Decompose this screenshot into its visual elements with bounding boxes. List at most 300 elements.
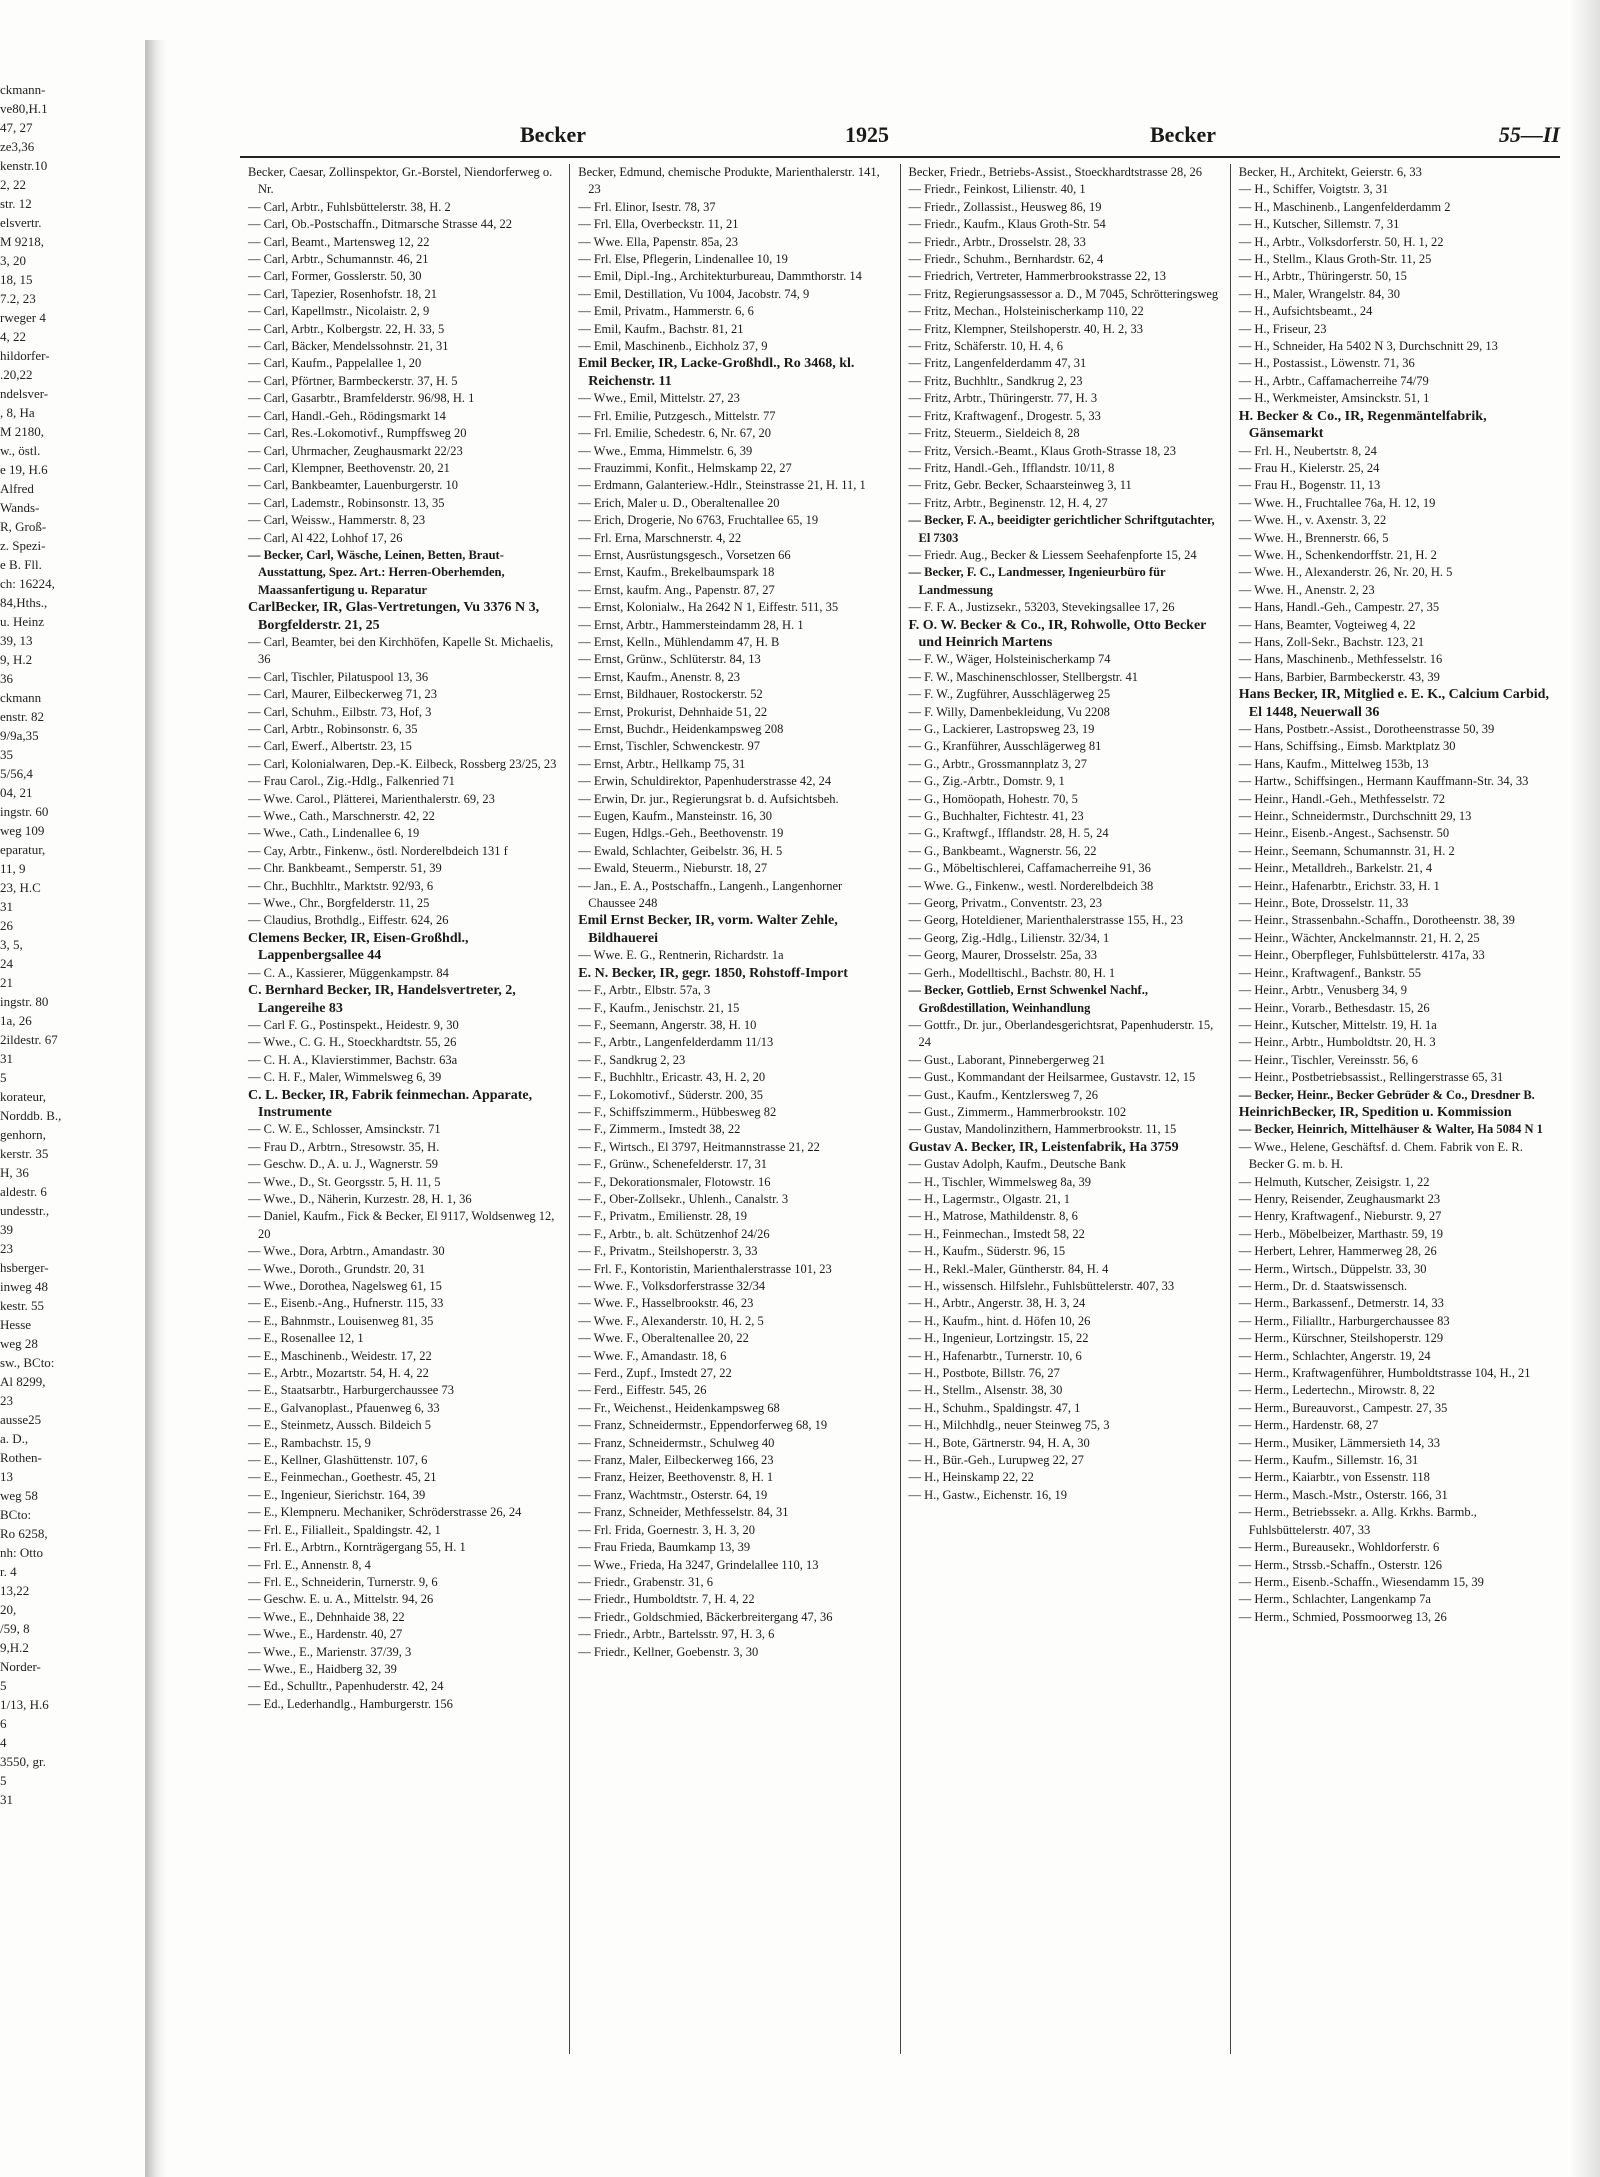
- directory-entry: — Wwe., E., Hardenstr. 40, 27: [248, 1627, 403, 1642]
- directory-entry: — Friedr., Kaufm., Klaus Groth-Str. 54: [908, 217, 1106, 232]
- directory-entry: — Ernst, Kolonialw., Ha 2642 N 1, Eiffestr. 511, 35: [578, 600, 839, 615]
- directory-entry: — Wwe., Cath., Lindenallee 6, 19: [248, 826, 420, 841]
- left-page-fragment-line: kenstr.10: [0, 158, 48, 173]
- directory-entry: — Frl. E., Annenstr. 8, 4: [248, 1557, 371, 1572]
- directory-entry: — Heinr., Handl.-Geh., Methfesselstr. 72: [1238, 791, 1445, 806]
- left-page-fragment-line: 47, 27: [0, 120, 33, 135]
- left-page-fragment-line: enstr. 82: [0, 709, 45, 724]
- directory-entry: — Fritz, Langenfelderdamm 47, 31: [908, 356, 1087, 371]
- directory-entry: — Frauzimmi, Konfit., Helmskamp 22, 27: [578, 460, 792, 475]
- directory-entry: — Becker, F. A., beeidigter gerichtlicher Schriftgutachter, El 7303: [908, 513, 1215, 545]
- directory-entry: — Hans, Postbetr.-Assist., Dorotheenstrasse 50, 39: [1238, 722, 1495, 736]
- directory-entry: — Friedr., Kellner, Goebenstr. 3, 30: [578, 1644, 759, 1659]
- left-page-fragment-line: 23, H.C: [0, 880, 41, 895]
- directory-entry: — H., Maschinenb., Langenfelderdamm 2: [1238, 199, 1451, 214]
- directory-entry: — Herm., Kaiarbtr., von Essenstr. 118: [1238, 1470, 1430, 1485]
- directory-entry: — Fritz, Klempner, Steilshoperstr. 40, H. 2, 33: [908, 321, 1144, 336]
- header-left-title: Becker: [520, 122, 586, 147]
- left-page-fragment-line: Rothen-: [0, 1450, 42, 1465]
- left-page-fragment-line: 9/9a,35: [0, 728, 39, 743]
- directory-entry: — E., Kellner, Glashüttenstr. 107, 6: [248, 1453, 428, 1468]
- left-page-fragment-line: 7.2, 23: [0, 291, 36, 306]
- directory-entry: — Friedr. Aug., Becker & Liessem Seehafenpforte 15, 24: [908, 547, 1197, 562]
- firm-entry: E. N. Becker, IR, gegr. 1850, Rohstoff-Import: [578, 965, 848, 981]
- directory-entry: — Gustav Adolph, Kaufm., Deutsche Bank: [908, 1157, 1126, 1172]
- directory-entry: — Heinr., Kraftwagenf., Bankstr. 55: [1238, 965, 1422, 980]
- directory-entry: — H., Maler, Wrangelstr. 84, 30: [1238, 286, 1400, 301]
- firm-entry: Gustav A. Becker, IR, Leistenfabrik, Ha 3759: [908, 1139, 1179, 1155]
- directory-entry: — Wwe., Dora, Arbtrn., Amandastr. 30: [248, 1244, 445, 1259]
- directory-entry: — Emil, Destillation, Vu 1004, Jacobstr. 74, 9: [578, 286, 810, 301]
- directory-entry: — Frl. F., Kontoristin, Marienthalerstrasse 101, 23: [578, 1261, 832, 1276]
- directory-entry: — Wwe. H., Alexanderstr. 26, Nr. 20, H. 5: [1238, 565, 1453, 580]
- directory-entry: — Carl, Uhrmacher, Zeughausmarkt 22/23: [248, 443, 463, 458]
- left-page-fragment-line: 23: [0, 1241, 13, 1256]
- firm-entry: H. Becker & Co., IR, Regenmäntelfabrik, Gänsemarkt: [1238, 408, 1487, 442]
- directory-entry: — Fritz, Steuerm., Sieldeich 8, 28: [908, 426, 1080, 441]
- left-page-fragment-line: 39, 13: [0, 633, 33, 648]
- directory-entry: — Frl. E., Schneiderin, Turnerstr. 9, 6: [248, 1574, 438, 1589]
- directory-entry: — H., wissensch. Hilfslehr., Fuhlsbüttelerstr. 407, 33: [908, 1279, 1175, 1293]
- directory-entry: — Geschw. D., A. u. J., Wagnerstr. 59: [248, 1157, 438, 1172]
- directory-entry: — Erdmann, Galanteriew.-Hdlr., Steinstrasse 21, H. 11, 1: [578, 478, 866, 493]
- directory-entry: — Wwe., D., St. Georgsstr. 5, H. 11, 5: [248, 1174, 441, 1189]
- directory-entry: — Heinr., Arbtr., Humboldtstr. 20, H. 3: [1238, 1035, 1436, 1050]
- left-page-fragment: [0, 80, 140, 2080]
- left-page-fragment-line: Wands-: [0, 500, 40, 515]
- directory-entry: — Frl. Erna, Marschnerstr. 4, 22: [578, 530, 742, 545]
- directory-entry: — G., Buchhalter, Fichtestr. 41, 23: [908, 809, 1084, 824]
- directory-entry: — C. W. E., Schlosser, Amsinckstr. 71: [248, 1122, 441, 1137]
- directory-entry: — Fritz, Versich.-Beamt., Klaus Groth-Strasse 18, 23: [908, 443, 1176, 458]
- left-page-fragment-line: 26: [0, 918, 13, 933]
- left-page-fragment-line: Norddb. B.,: [0, 1108, 62, 1123]
- directory-entry: — Cay, Arbtr., Finkenw., östl. Norderelbdeich 131 f: [248, 843, 508, 858]
- directory-entry: Becker, Friedr., Betriebs-Assist., Stoeckhardtstrasse 28, 26: [908, 165, 1203, 179]
- left-page-fragment-line: ch: 16224,: [0, 576, 55, 591]
- directory-entry: — Carl, Beamter, bei den Kirchhöfen, Kapelle St. Michaelis, 36: [248, 634, 554, 667]
- directory-entry: — Carl, Beamt., Martensweg 12, 22: [248, 234, 430, 249]
- directory-entry: — Friedr., Arbtr., Bartelsstr. 97, H. 3, 6: [578, 1627, 775, 1642]
- firm-entry: Emil Becker, IR, Lacke-Großhdl., Ro 3468, kl. Reichenstr. 11: [578, 356, 855, 389]
- directory-entry: — Wwe. F., Amandastr. 18, 6: [578, 1348, 727, 1363]
- directory-entry: — Carl, Arbtr., Kolbergstr. 22, H. 33, 5: [248, 321, 445, 336]
- directory-entry: — C. H. F., Maler, Wimmelsweg 6, 39: [248, 1070, 442, 1085]
- directory-entry: — Eugen, Hdlgs.-Geh., Beethovenstr. 19: [578, 826, 784, 841]
- directory-entry: — H., Arbtr., Angerstr. 38, H. 3, 24: [908, 1296, 1086, 1311]
- directory-entry: — Wwe. Ella, Papenstr. 85a, 23: [578, 234, 739, 249]
- directory-entry: — Becker, Heinr., Becker Gebrüder & Co., Dresdner B.: [1238, 1087, 1535, 1102]
- directory-entry: — Herm., Filialltr., Harburgerchaussee 83: [1238, 1313, 1450, 1328]
- directory-entry: — Herm., Strssb.-Schaffn., Osterstr. 126: [1238, 1557, 1442, 1572]
- directory-entry: — Friedr., Arbtr., Drosselstr. 28, 33: [908, 234, 1086, 249]
- left-page-fragment-line: r. 4: [0, 1564, 17, 1579]
- directory-entry: — Becker, Heinrich, Mittelhäuser & Walter, Ha 5084 N 1: [1238, 1122, 1543, 1137]
- directory-entry: — E., Arbtr., Mozartstr. 54, H. 4, 22: [248, 1366, 429, 1381]
- left-page-fragment-line: ingstr. 80: [0, 994, 49, 1009]
- directory-entry: — Carl, Klempner, Beethovenstr. 20, 21: [248, 460, 450, 475]
- header-year: 1925: [845, 122, 889, 147]
- right-edge-shadow: [1570, 0, 1600, 2177]
- directory-entry: — Herm., Bureauvorst., Campestr. 27, 35: [1238, 1400, 1448, 1415]
- directory-entry: — H., Postassist., Löwenstr. 71, 36: [1238, 356, 1415, 371]
- left-page-fragment-line: ausse25: [0, 1412, 42, 1427]
- directory-entry: — Carl, Schuhm., Eilbstr. 73, Hof, 3: [248, 704, 432, 719]
- left-page-fragment-line: , 8, Ha: [0, 405, 35, 420]
- directory-entry: — Gust., Kommandant der Heilsarmee, Gustavstr. 12, 15: [908, 1070, 1196, 1085]
- firm-entry: F. O. W. Becker & Co., IR, Rohwolle, Otto Becker und Heinrich Martens: [908, 617, 1207, 650]
- left-page-fragment-line: 9, H.2: [0, 652, 33, 667]
- directory-entry: — Fritz, Kraftwagenf., Drogestr. 5, 33: [908, 408, 1101, 423]
- directory-entry: — Georg, Maurer, Drosselstr. 25a, 33: [908, 948, 1097, 963]
- directory-entry: — Heinr., Wächter, Anckelmannstr. 21, H. 2, 25: [1238, 930, 1480, 945]
- column-4: [1231, 164, 1560, 2054]
- left-page-fragment-line: 04, 21: [0, 785, 33, 800]
- directory-entry: — Gust., Laborant, Pinnebergerweg 21: [908, 1052, 1106, 1067]
- directory-entry: — Emil, Privatm., Hammerstr. 6, 6: [578, 304, 754, 319]
- directory-entry: — Herm., Kürschner, Steilshoperstr. 129: [1238, 1331, 1444, 1346]
- directory-entry: — H., Feinmechan., Imstedt 58, 22: [908, 1226, 1085, 1241]
- directory-entry: — Claudius, Brothdlg., Eiffestr. 624, 26: [248, 913, 449, 928]
- directory-entry: — Herm., Schlachter, Angerstr. 19, 24: [1238, 1348, 1431, 1363]
- left-page-fragment-line: ckmann: [0, 690, 42, 705]
- directory-entry: — Ernst, kaufm. Ang., Papenstr. 87, 27: [578, 582, 775, 597]
- column-2: [570, 164, 900, 2054]
- directory-entry: — Heinr., Oberpfleger, Fuhlsbüttelerstr. 417a, 33: [1238, 948, 1485, 963]
- book-gutter-shadow: [145, 40, 167, 2177]
- directory-entry: — Wwe., D., Näherin, Kurzestr. 28, H. 1, 36: [248, 1191, 472, 1206]
- directory-entry: — Ernst, Kelln., Mühlendamm 47, H. B: [578, 634, 780, 649]
- directory-entry: — Heinr., Arbtr., Venusberg 34, 9: [1238, 983, 1408, 998]
- directory-entry: — Carl, Former, Gosslerstr. 50, 30: [248, 269, 422, 284]
- left-page-fragment-line: BCto:: [0, 1507, 32, 1522]
- left-page-fragment-line: 1a, 26: [0, 1013, 32, 1028]
- directory-entry: — Wwe., Emil, Mittelstr. 27, 23: [578, 391, 740, 406]
- directory-entry: — Fr., Weichenst., Heidenkampsweg 68: [578, 1400, 780, 1415]
- directory-entry: — Ernst, Kaufm., Brekelbaumspark 18: [578, 565, 775, 580]
- directory-entry: — Ernst, Arbtr., Hellkamp 75, 31: [578, 756, 746, 771]
- directory-entry: — Franz, Schneidermstr., Eppendorferweg 68, 19: [578, 1418, 828, 1433]
- directory-entry: — H., Ingenieur, Lortzingstr. 15, 22: [908, 1331, 1089, 1346]
- left-page-fragment-line: /59, 8: [0, 1621, 30, 1636]
- directory-entry: — E., Ingenieur, Sierichstr. 164, 39: [248, 1487, 426, 1502]
- directory-entry: — Hans, Schiffsing., Eimsb. Marktplatz 30: [1238, 739, 1456, 754]
- directory-entry: — E., Rosenallee 12, 1: [248, 1331, 364, 1346]
- directory-entry: — Frl. Emilie, Putzgesch., Mittelstr. 77: [578, 408, 776, 423]
- directory-entry: — H., Arbtr., Caffamacherreihe 74/79: [1238, 373, 1429, 388]
- directory-entry: — G., Kraftwgf., Ifflandstr. 28, H. 5, 24: [908, 826, 1109, 841]
- directory-entry: — F. W., Zugführer, Ausschlägerweg 25: [908, 687, 1111, 702]
- directory-entry: — Herm., Schmied, Possmoorweg 13, 26: [1238, 1609, 1447, 1624]
- directory-entry: — Carl, Weissw., Hammerstr. 8, 23: [248, 513, 426, 528]
- left-page-fragment-line: 39: [0, 1222, 13, 1237]
- directory-entry: — F., Grünw., Schenefelderstr. 17, 31: [578, 1157, 768, 1172]
- directory-entry: — H., Kaufm., hint. d. Höfen 10, 26: [908, 1313, 1091, 1328]
- directory-entry: — F., Seemann, Angerstr. 38, H. 10: [578, 1017, 757, 1032]
- directory-entry: — Hartw., Schiffsingen., Hermann Kauffmann-Str. 34, 33: [1238, 774, 1529, 789]
- directory-entry: — Heinr., Bote, Drosselstr. 11, 33: [1238, 896, 1409, 911]
- left-page-fragment-line: sw., BCto:: [0, 1355, 55, 1370]
- directory-entry: — Emil, Maschinenb., Eichholz 37, 9: [578, 339, 768, 354]
- directory-entry: — Carl, Arbtr., Schumannstr. 46, 21: [248, 252, 429, 267]
- directory-entry: — E., Rambachstr. 15, 9: [248, 1435, 371, 1450]
- left-page-fragment-line: 4: [0, 1735, 7, 1750]
- directory-entry: — Carl, Kolonialwaren, Dep.-K. Eilbeck, Rossberg 23/25, 23: [248, 756, 557, 771]
- directory-entry: — Wwe. G., Finkenw., westl. Norderelbdeich 38: [908, 878, 1154, 893]
- directory-entry: — Hans, Zoll-Sekr., Bachstr. 123, 21: [1238, 634, 1425, 649]
- directory-entry: — Ferd., Zupf., Imstedt 27, 22: [578, 1366, 732, 1381]
- left-page-fragment-line: 20,: [0, 1602, 17, 1617]
- directory-entry: — Carl, Arbtr., Robinsonstr. 6, 35: [248, 722, 418, 736]
- directory-entry: — H., Schneider, Ha 5402 N 3, Durchschnitt 29, 13: [1238, 339, 1498, 354]
- left-page-fragment-line: 21: [0, 975, 13, 990]
- directory-entry: — Geschw. E. u. A., Mittelstr. 94, 26: [248, 1592, 434, 1607]
- left-page-fragment-line: 23: [0, 1393, 13, 1408]
- directory-entry: — H., Gastw., Eichenstr. 16, 19: [908, 1487, 1068, 1502]
- directory-entry: — Herm., Ledertechn., Mirowstr. 8, 22: [1238, 1383, 1435, 1398]
- directory-entry: — Carl, Tischler, Pilatuspool 13, 36: [248, 669, 429, 684]
- directory-entry: — Carl, Kaufm., Pappelallee 1, 20: [248, 356, 422, 371]
- left-page-fragment-line: ingstr. 60: [0, 804, 49, 819]
- directory-entry: — Erwin, Schuldirektor, Papenhuderstrasse 42, 24: [578, 774, 832, 789]
- directory-entry: — Emil, Kaufm., Bachstr. 81, 21: [578, 321, 744, 336]
- left-page-fragment-line: hsberger-: [0, 1260, 49, 1275]
- left-page-fragment-line: nh: Otto: [0, 1545, 43, 1560]
- directory-entry: — Ernst, Grünw., Schlüterstr. 84, 13: [578, 652, 761, 667]
- header-right-title: Becker: [1150, 122, 1216, 147]
- directory-entry: — Jan., E. A., Postschaffn., Langenh., Langenhorner Chaussee 248: [578, 878, 843, 911]
- directory-entry: — F., Privatm., Steilshoperstr. 3, 33: [578, 1244, 758, 1259]
- directory-entry: — Wwe., Frieda, Ha 3247, Grindelallee 110, 13: [578, 1557, 819, 1572]
- directory-entry: — Frl. E., Filialleit., Spaldingstr. 42, 1: [248, 1522, 441, 1537]
- directory-entry: — H., Lagermstr., Olgastr. 21, 1: [908, 1191, 1070, 1206]
- directory-entry: — Gust., Zimmerm., Hammerbrookstr. 102: [908, 1104, 1127, 1119]
- directory-entry: — F., Arbtr., Langenfelderdamm 11/13: [578, 1035, 774, 1050]
- directory-entry: — Wwe. F., Hasselbrookstr. 46, 23: [578, 1296, 754, 1311]
- left-page-fragment-line: 18, 15: [0, 272, 33, 287]
- directory-entry: — Carl F. G., Postinspekt., Heidestr. 9, 30: [248, 1017, 459, 1032]
- left-page-fragment-line: 5: [0, 1773, 7, 1788]
- left-page-fragment-line: .20,22: [0, 367, 33, 382]
- left-page-fragment-line: e B. Fll.: [0, 557, 42, 572]
- directory-entry: — Friedr., Grabenstr. 31, 6: [578, 1574, 713, 1589]
- directory-entry: — F. W., Maschinenschlosser, Stellbergstr. 41: [908, 669, 1139, 684]
- directory-entry: — Heinr., Seemann, Schumannstr. 31, H. 2: [1238, 843, 1455, 858]
- directory-entry: — Carl, Kapellmstr., Nicolaistr. 2, 9: [248, 304, 430, 319]
- directory-entry: — Frl. E., Arbtrn., Kornträgergang 55, H. 1: [248, 1540, 466, 1555]
- directory-entry: — Wwe. Carol., Plätterei, Marienthalerstr. 69, 23: [248, 791, 495, 806]
- directory-entry: — H., Tischler, Wimmelsweg 8a, 39: [908, 1174, 1091, 1189]
- left-page-fragment-line: elsvertr.: [0, 215, 42, 230]
- directory-entry: — Wwe., Doroth., Grundstr. 20, 31: [248, 1261, 426, 1276]
- directory-entry: — Herb., Möbelbeizer, Marthastr. 59, 19: [1238, 1226, 1444, 1241]
- left-page-fragment-line: 6: [0, 1716, 7, 1731]
- firm-entry: C. Bernhard Becker, IR, Handelsvertreter, 2, Langereihe 83: [248, 983, 516, 1016]
- directory-entry: — H., Bote, Gärtnerstr. 94, H. A, 30: [908, 1435, 1090, 1450]
- left-page-fragment-line: M 9218,: [0, 234, 45, 249]
- directory-entry: — G., Lackierer, Lastropsweg 23, 19: [908, 722, 1095, 736]
- firm-entry: Clemens Becker, IR, Eisen-Großhdl., Lappenbergsallee 44: [248, 930, 469, 964]
- directory-entry: — Chr. Bankbeamt., Semperstr. 51, 39: [248, 861, 442, 876]
- left-page-fragment-line: 31: [0, 1792, 13, 1807]
- directory-entry: — F., Dekorationsmaler, Flotowstr. 16: [578, 1174, 771, 1189]
- left-page-fragment-line: kestr. 55: [0, 1298, 45, 1313]
- directory-entry: — Ewald, Steuerm., Nieburstr. 18, 27: [578, 861, 768, 876]
- directory-entry: — Wwe., Helene, Geschäftsf. d. Chem. Fabrik von E. R. Becker G. m. b. H.: [1238, 1139, 1523, 1172]
- left-page-fragment-line: 2, 22: [0, 177, 26, 192]
- left-page-fragment-line: Hesse: [0, 1317, 32, 1332]
- directory-entry: — Ewald, Schlachter, Geibelstr. 36, H. 5: [578, 843, 783, 858]
- directory-entry: — Henry, Reisender, Zeughausmarkt 23: [1238, 1191, 1441, 1206]
- directory-entry: — G., Homöopath, Hohestr. 70, 5: [908, 791, 1078, 806]
- directory-entry: — Heinr., Postbetriebsassist., Rellingerstrasse 65, 31: [1238, 1070, 1504, 1085]
- directory-entry: — H., Heinskamp 22, 22: [908, 1470, 1034, 1485]
- directory-entry: — Wwe. H., Anenstr. 2, 23: [1238, 582, 1375, 597]
- directory-entry: — Fritz, Mechan., Holsteinischerkamp 110, 22: [908, 304, 1144, 319]
- directory-entry: — Wwe. F., Volksdorferstrasse 32/34: [578, 1279, 766, 1293]
- directory-entry: — Georg, Privatm., Conventstr. 23, 23: [908, 896, 1103, 911]
- left-page-fragment-line: 3550, gr.: [0, 1754, 46, 1769]
- directory-entry: — Erich, Drogerie, No 6763, Fruchtallee 65, 19: [578, 513, 819, 528]
- directory-entry: — Carl, Handl.-Geh., Rödingsmarkt 14: [248, 408, 446, 423]
- directory-entry: — E., Eisenb.-Ang., Hufnerstr. 115, 33: [248, 1296, 444, 1311]
- directory-entry: — Frau H., Bogenstr. 11, 13: [1238, 478, 1381, 493]
- directory-entry: — Frl. Ella, Overbeckstr. 11, 21: [578, 217, 739, 232]
- directory-entry: — F. F. A., Justizsekr., 53203, Stevekingsallee 17, 26: [908, 600, 1175, 615]
- left-page-fragment-line: 31: [0, 899, 13, 914]
- directory-entry: — Frl. Else, Pflegerin, Lindenallee 10, 19: [578, 252, 788, 267]
- directory-entry: — Fritz, Arbtr., Beginenstr. 12, H. 4, 27: [908, 495, 1108, 510]
- directory-entry: — F. W., Wäger, Holsteinischerkamp 74: [908, 652, 1111, 667]
- directory-entry: — Carl, Gasarbtr., Bramfelderstr. 96/98, H. 1: [248, 391, 475, 406]
- directory-entry: — Eugen, Kaufm., Mansteinstr. 16, 30: [578, 809, 772, 824]
- directory-entry: — Herm., Musiker, Lämmersieth 14, 33: [1238, 1435, 1440, 1450]
- directory-entry: — G., Kranführer, Ausschlägerweg 81: [908, 739, 1102, 754]
- directory-entry: — Herm., Schlachter, Langenkamp 7a: [1238, 1592, 1431, 1607]
- directory-entry: — Friedr., Goldschmied, Bäckerbreitergang 47, 36: [578, 1609, 833, 1624]
- directory-entry: — Ernst, Prokurist, Dehnhaide 51, 22: [578, 704, 768, 719]
- left-page-fragment-line: 24: [0, 956, 13, 971]
- directory-entry: — Gust., Kaufm., Kentzlersweg 7, 26: [908, 1087, 1099, 1102]
- directory-entry: — F., Kaufm., Jenischstr. 21, 15: [578, 1000, 740, 1015]
- directory-entry: — Frl. Emilie, Schedestr. 6, Nr. 67, 20: [578, 426, 771, 441]
- directory-entry: — Helmuth, Kutscher, Zeisigstr. 1, 22: [1238, 1174, 1430, 1189]
- left-page-fragment-line: Al 8299,: [0, 1374, 46, 1389]
- directory-entry: — C. A., Kassierer, Müggenkampstr. 84: [248, 965, 449, 980]
- left-page-fragment-line: w., östl.: [0, 443, 41, 458]
- directory-entry: — Erich, Maler u. D., Oberaltenallee 20: [578, 495, 780, 510]
- directory-entry: — Ernst, Buchdr., Heidenkampsweg 208: [578, 722, 784, 736]
- left-page-fragment-line: a. D.,: [0, 1431, 29, 1446]
- directory-entry: — Becker, Gottlieb, Ernst Schwenkel Nachf., Großdestillation, Weinhandlung: [908, 983, 1148, 1015]
- directory-entry: — Ed., Schulltr., Papenhuderstr. 42, 24: [248, 1679, 444, 1694]
- directory-entry: — Ernst, Kaufm., Anenstr. 8, 23: [578, 669, 741, 684]
- firm-entry: HeinrichBecker, IR, Spedition u. Kommission: [1238, 1104, 1512, 1120]
- directory-entry: — H., Arbtr., Thüringerstr. 50, 15: [1238, 269, 1407, 284]
- directory-entry: — Carl, Tapezier, Rosenhofstr. 18, 21: [248, 286, 437, 301]
- directory-entry: — E., Maschinenb., Weidestr. 17, 22: [248, 1348, 432, 1363]
- left-page-fragment-line: weg 109: [0, 823, 45, 838]
- left-page-fragment-line: Ro 6258,: [0, 1526, 48, 1541]
- firm-entry: Emil Ernst Becker, IR, vorm. Walter Zehle, Bildhauerei: [578, 913, 838, 946]
- directory-entry: — Heinr., Kutscher, Mittelstr. 19, H. 1a: [1238, 1017, 1437, 1032]
- left-page-fragment-line: inweg 48: [0, 1279, 49, 1294]
- directory-entry: Becker, H., Architekt, Geierstr. 6, 33: [1238, 165, 1422, 179]
- left-page-fragment-line: Norder-: [0, 1659, 41, 1674]
- directory-entry: — Hans, Handl.-Geh., Campestr. 27, 35: [1238, 600, 1440, 615]
- directory-entry: — Chr., Buchhltr., Marktstr. 92/93, 6: [248, 878, 434, 893]
- directory-entry: — E., Feinmechan., Goethestr. 45, 21: [248, 1470, 437, 1485]
- directory-entry: — F., Ober-Zollsekr., Uhlenh., Canalstr. 3: [578, 1191, 789, 1206]
- directory-entry: — Friedr., Humboldtstr. 7, H. 4, 22: [578, 1592, 755, 1607]
- left-page-fragment-line: e 19, H.6: [0, 462, 48, 477]
- directory-entry: — G., Arbtr., Grossmannplatz 3, 27: [908, 756, 1087, 771]
- directory-entry: — F., Privatm., Emilienstr. 28, 19: [578, 1209, 748, 1224]
- directory-entry: — E., Steinmetz, Aussch. Bildeich 5: [248, 1418, 431, 1433]
- directory-entry: — Herm., Masch.-Mstr., Osterstr. 166, 31: [1238, 1487, 1448, 1502]
- directory-entry: — Heinr., Vorarb., Bethesdastr. 15, 26: [1238, 1000, 1430, 1015]
- left-page-fragment-line: hildorfer-: [0, 348, 50, 363]
- directory-entry: — Georg, Zig.-Hdlg., Lilienstr. 32/34, 1: [908, 930, 1110, 945]
- directory-entry: — Hans, Maschinenb., Methfesselstr. 16: [1238, 652, 1443, 667]
- directory-entry: — Fritz, Buchhltr., Sandkrug 2, 23: [908, 373, 1083, 388]
- directory-entry: — Wwe. F., Oberaltenallee 20, 22: [578, 1331, 749, 1346]
- left-page-fragment-line: weg 28: [0, 1336, 38, 1351]
- directory-entry: — Herm., Kraftwagenführer, Humboldtstrasse 104, H., 21: [1238, 1366, 1531, 1381]
- directory-entry: — Franz, Maler, Eilbeckerweg 166, 23: [578, 1453, 774, 1468]
- directory-entry: — H., Friseur, 23: [1238, 321, 1327, 336]
- directory-entry: — Ernst, Ausrüstungsgesch., Vorsetzen 66: [578, 547, 791, 562]
- left-page-fragment-line: ve80,H.1: [0, 101, 48, 116]
- directory-entry: — Wwe., C. G. H., Stoeckhardtstr. 55, 26: [248, 1035, 457, 1050]
- column-3: [901, 164, 1231, 2054]
- directory-entry: — Heinr., Strassenbahn.-Schaffn., Dorotheenstr. 38, 39: [1238, 913, 1515, 928]
- firm-entry: CarlBecker, IR, Glas-Vertretungen, Vu 3376 N 3, Borgfelderstr. 21, 25: [248, 600, 540, 633]
- directory-entry: — Gustav, Mandolinzithern, Hammerbrookstr. 11, 15: [908, 1122, 1177, 1137]
- left-page-fragment-line: 3, 20: [0, 253, 26, 268]
- directory-entry: — Wwe., Dorothea, Nagelsweg 61, 15: [248, 1279, 442, 1293]
- directory-entry: — Daniel, Kaufm., Fick & Becker, El 9117, Woldsenweg 12, 20: [248, 1209, 555, 1241]
- left-page-fragment-line: 84,Hths.,: [0, 595, 48, 610]
- directory-entry: — Franz, Schneider, Methfesselstr. 84, 31: [578, 1505, 789, 1520]
- directory-entry: — Friedr., Schuhm., Bernhardstr. 62, 4: [908, 252, 1104, 267]
- directory-entry: — H., Kaufm., Süderstr. 96, 15: [908, 1244, 1066, 1259]
- directory-entry: — Frau H., Kielerstr. 25, 24: [1238, 460, 1380, 475]
- directory-entry: — Wwe., E., Dehnhaide 38, 22: [248, 1609, 405, 1624]
- directory-entry: — Wwe. H., Fruchtallee 76a, H. 12, 19: [1238, 495, 1436, 510]
- left-page-fragment-line: 5: [0, 1070, 7, 1085]
- left-page-fragment-line: rweger 4: [0, 310, 46, 325]
- directory-entry: — Emil, Dipl.-Ing., Architekturbureau, Dammthorstr. 14: [578, 269, 862, 284]
- directory-entry: — Franz, Heizer, Beethovenstr. 8, H. 1: [578, 1470, 774, 1485]
- directory-entry: — Wwe., E., Haidberg 32, 39: [248, 1661, 397, 1676]
- page-number: 55—II: [1498, 122, 1560, 147]
- directory-entry: — Carl, Pförtner, Barmbeckerstr. 37, H. 5: [248, 373, 458, 388]
- directory-entry: — Frau Carol., Zig.-Hdlg., Falkenried 71: [248, 774, 455, 789]
- directory-entry: — F., Schiffszimmerm., Hübbesweg 82: [578, 1104, 777, 1119]
- directory-entry: — Herm., Hardenstr. 68, 27: [1238, 1418, 1379, 1433]
- directory-entry: — Heinr., Eisenb.-Angest., Sachsenstr. 50: [1238, 826, 1450, 841]
- left-page-fragment-line: weg 58: [0, 1488, 38, 1503]
- left-page-fragment-line: 11, 9: [0, 861, 26, 876]
- directory-entry: — Heinr., Tischler, Vereinsstr. 56, 6: [1238, 1052, 1418, 1067]
- directory-entry: — H., Milchhdlg., neuer Steinweg 75, 3: [908, 1418, 1110, 1433]
- directory-columns: [240, 164, 1560, 2054]
- directory-entry: — E., Galvanoplast., Pfauenweg 6, 33: [248, 1400, 440, 1415]
- directory-entry: — Wwe. H., Schenkendorffstr. 21, H. 2: [1238, 547, 1437, 562]
- directory-entry: — Heinr., Schneidermstr., Durchschnitt 29, 13: [1238, 809, 1472, 824]
- directory-entry: — Carl, Bäcker, Mendelssohnstr. 21, 31: [248, 339, 449, 354]
